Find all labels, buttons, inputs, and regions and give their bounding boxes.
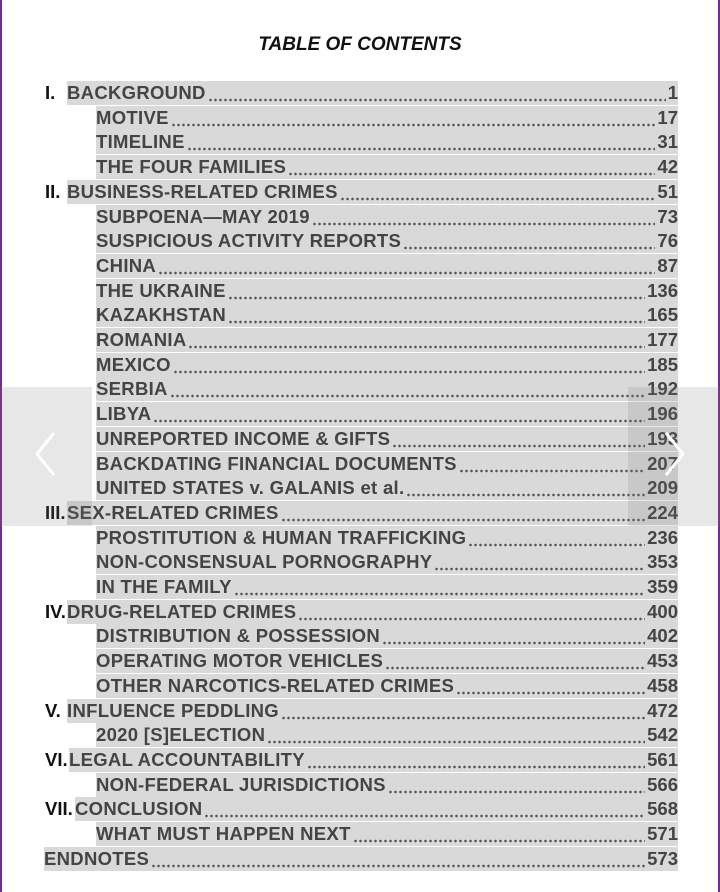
dot-leader (173, 353, 645, 377)
toc-entry-page: 207 (647, 452, 678, 474)
toc-entry-label: DISTRIBUTION & POSSESSION (96, 625, 381, 647)
toc-entry[interactable] (0, 723, 720, 747)
toc-entry[interactable] (0, 575, 720, 599)
toc-entry-highlight (67, 600, 678, 624)
toc-entry-label: BUSINESS-RELATED CRIMES (67, 180, 338, 202)
toc-entry-page: 542 (647, 724, 678, 746)
toc-entry-label: UNITED STATES v. GALANIS et al. (96, 477, 405, 499)
toc-entry-page: 568 (647, 798, 678, 820)
toc-entry-number: V. (45, 699, 61, 721)
toc-entry-highlight (67, 180, 678, 204)
dot-leader (204, 797, 645, 821)
toc-entry[interactable] (0, 526, 720, 550)
toc-entry-label: MOTIVE (96, 106, 169, 128)
dot-leader (158, 254, 655, 278)
toc-entry-label: 2020 [S]ELECTION (96, 724, 266, 746)
dot-leader (392, 427, 645, 451)
toc-entry-label: CHINA (96, 254, 157, 276)
toc-entry[interactable] (0, 748, 720, 772)
toc-entry-page: 185 (647, 353, 678, 375)
toc-entry[interactable] (0, 674, 720, 698)
toc-entry-page: 224 (647, 501, 678, 523)
dot-leader (208, 81, 666, 105)
dot-leader (234, 575, 645, 599)
toc-entry[interactable] (0, 205, 720, 229)
toc-entry-page: 87 (657, 254, 678, 276)
toc-entry-number: VI. (45, 748, 68, 770)
dot-leader (288, 155, 655, 179)
toc-entry[interactable] (0, 328, 720, 352)
chevron-left-icon (32, 429, 60, 484)
toc-entry-highlight (96, 550, 678, 574)
toc-entry-highlight (96, 279, 678, 303)
toc-entry-page: 165 (647, 304, 678, 326)
toc-entry-page: 236 (647, 526, 678, 548)
dot-leader (228, 303, 645, 327)
toc-entry-page: 453 (647, 650, 678, 672)
toc-entry-label: SERBIA (96, 378, 168, 400)
toc-entry-page: 402 (647, 625, 678, 647)
toc-entry[interactable] (0, 649, 720, 673)
toc-entry-highlight (96, 649, 678, 673)
toc-entry-highlight (96, 377, 678, 401)
toc-entry[interactable] (0, 180, 720, 204)
dot-leader (281, 699, 645, 723)
toc-entry-highlight (96, 575, 678, 599)
toc-entry-highlight (96, 427, 678, 451)
toc-entry-page: 192 (647, 378, 678, 400)
toc-entry-page: 177 (647, 329, 678, 350)
toc-entry-page: 458 (647, 674, 678, 696)
toc-entry[interactable] (0, 501, 720, 525)
toc-entry-highlight (96, 624, 678, 648)
toc-entry-page: 76 (657, 230, 678, 252)
toc-entry-label: NON-CONSENSUAL PORNOGRAPHY (96, 551, 433, 573)
toc-entry[interactable] (0, 279, 720, 303)
toc-entry[interactable] (0, 303, 720, 327)
toc-entry-label: OTHER NARCOTICS-RELATED CRIMES (96, 674, 455, 696)
toc-entry[interactable] (0, 452, 720, 476)
toc-entry-label: ENDNOTES (44, 847, 150, 869)
toc-entry-label: LIBYA (96, 403, 152, 425)
toc-entry-highlight (96, 303, 678, 327)
toc-entry-label: TIMELINE (96, 131, 185, 153)
page-title: TABLE OF CONTENTS (258, 34, 462, 55)
toc-entry[interactable] (0, 81, 720, 105)
dot-leader (267, 723, 645, 747)
toc-entry-highlight (96, 773, 678, 797)
toc-entry-label: BACKDATING FINANCIAL DOCUMENTS (96, 452, 457, 474)
toc-entry-label: PROSTITUTION & HUMAN TRAFFICKING (96, 526, 467, 548)
toc-entry-label: ROMANIA (96, 329, 187, 350)
dot-leader (187, 130, 656, 154)
toc-entry-highlight (67, 81, 678, 105)
toc-entry-highlight (96, 254, 678, 278)
toc-entry-highlight (67, 501, 678, 525)
toc-entry-label: IN THE FAMILY (96, 576, 232, 597)
toc-entry-label: NON-FEDERAL JURISDICTIONS (96, 773, 386, 795)
toc-entry-page: 42 (657, 156, 678, 178)
toc-entry[interactable] (0, 377, 720, 401)
toc-entry-page: 31 (657, 131, 678, 153)
toc-entry-label: OPERATING MOTOR VEHICLES (96, 650, 384, 672)
toc-entry-label: INFLUENCE PEDDLING (67, 699, 279, 721)
toc-entry[interactable] (0, 624, 720, 648)
toc-entry-label: MEXICO (96, 353, 171, 375)
toc-entry-page: 193 (647, 427, 678, 449)
toc-entry-page: 1 (667, 82, 678, 103)
toc-entry[interactable] (0, 797, 720, 821)
dot-leader (153, 402, 645, 426)
dot-leader (151, 847, 645, 871)
toc-entry-page: 400 (647, 600, 678, 622)
toc-entry-page: 472 (647, 699, 678, 721)
toc-entry-highlight (96, 229, 678, 253)
toc-entry-label: UNREPORTED INCOME & GIFTS (96, 427, 391, 449)
toc-entry-highlight (96, 723, 678, 747)
toc-entry-highlight (96, 476, 678, 500)
toc-entry-label: SUSPICIOUS ACTIVITY REPORTS (96, 230, 402, 252)
toc-entry-label: SUBPOENA—MAY 2019 (96, 205, 310, 227)
toc-entry-label: THE FOUR FAMILIES (96, 156, 287, 178)
toc-entry-number: II. (45, 180, 61, 202)
dot-leader (382, 624, 645, 648)
toc-entry[interactable] (0, 550, 720, 574)
toc-entry[interactable] (0, 130, 720, 154)
toc-entry[interactable] (0, 822, 720, 846)
toc-entry-number: III. (45, 501, 66, 523)
toc-entry-label: KAZAKHSTAN (96, 304, 227, 326)
dot-leader (298, 600, 645, 624)
toc-entry-label: DRUG-RELATED CRIMES (67, 600, 297, 622)
dot-leader (456, 674, 645, 698)
toc-entry-page: 561 (647, 748, 678, 770)
toc-entry-highlight (96, 155, 678, 179)
dot-leader (388, 773, 645, 797)
dot-leader (403, 229, 655, 253)
dot-leader (171, 106, 656, 130)
dot-leader (281, 501, 645, 525)
toc-entry-highlight (96, 353, 678, 377)
toc-entry-number: I. (45, 82, 56, 103)
toc-entry-number: IV. (45, 600, 66, 622)
toc-entry-highlight (44, 847, 678, 871)
toc-entry-page: 566 (647, 773, 678, 795)
dot-leader (459, 452, 645, 476)
toc-entry-label: LEGAL ACCOUNTABILITY (69, 748, 305, 770)
toc-entry[interactable] (0, 773, 720, 797)
toc-entry-page: 136 (647, 279, 678, 301)
next-page-button[interactable] (628, 387, 720, 526)
toc-entry[interactable] (0, 106, 720, 130)
toc-entry-label: SEX-RELATED CRIMES (67, 501, 279, 523)
toc-entry-highlight (96, 402, 678, 426)
toc-entry[interactable] (0, 699, 720, 723)
toc-entry-label: BACKGROUND (67, 82, 206, 103)
toc-entry-highlight (96, 674, 678, 698)
toc-entry-page: 359 (647, 576, 678, 597)
toc-entry[interactable] (0, 476, 720, 500)
toc-entry-page: 353 (647, 551, 678, 573)
dot-leader (340, 180, 656, 204)
dot-leader (434, 550, 645, 574)
dot-leader (228, 279, 645, 303)
toc-entry-page: 196 (647, 403, 678, 425)
dot-leader (312, 205, 656, 229)
dot-leader (307, 748, 645, 772)
toc-entry-highlight (96, 526, 678, 550)
toc-entry-highlight (96, 106, 678, 130)
previous-page-button[interactable] (0, 387, 92, 526)
toc-entry-highlight (69, 748, 678, 772)
toc-entry-page: 571 (647, 823, 678, 844)
toc-entry-highlight (96, 130, 678, 154)
toc-entry-highlight (96, 328, 678, 352)
toc-entry-highlight (96, 205, 678, 229)
dot-leader (468, 526, 645, 550)
toc-entry-label: WHAT MUST HAPPEN NEXT (96, 823, 351, 844)
dot-leader (385, 649, 645, 673)
toc-entry-page: 73 (657, 205, 678, 227)
toc-entry-label: CONCLUSION (75, 798, 203, 820)
chevron-right-icon (660, 429, 688, 484)
toc-entry-highlight (67, 699, 678, 723)
toc-entry-highlight (96, 822, 678, 846)
dot-leader (353, 822, 645, 846)
toc-entry[interactable] (0, 847, 720, 871)
toc-entry-label: THE UKRAINE (96, 279, 226, 301)
dot-leader (170, 377, 645, 401)
toc-entry[interactable] (0, 155, 720, 179)
toc-entry-number: VII. (45, 798, 73, 820)
toc-entry[interactable] (0, 402, 720, 426)
toc-entry[interactable] (0, 427, 720, 451)
toc-entry-page: 51 (657, 180, 678, 202)
dot-leader (188, 328, 645, 352)
toc-entry[interactable] (0, 353, 720, 377)
toc-entry[interactable] (0, 600, 720, 624)
dot-leader (406, 476, 645, 500)
toc-entry-page: 209 (647, 477, 678, 499)
toc-entry-highlight (75, 797, 678, 821)
toc-entry-page: 17 (657, 106, 678, 128)
toc-entry-highlight (96, 452, 678, 476)
toc-entry[interactable] (0, 229, 720, 253)
toc-entry-page: 573 (647, 847, 678, 869)
toc-entry[interactable] (0, 254, 720, 278)
